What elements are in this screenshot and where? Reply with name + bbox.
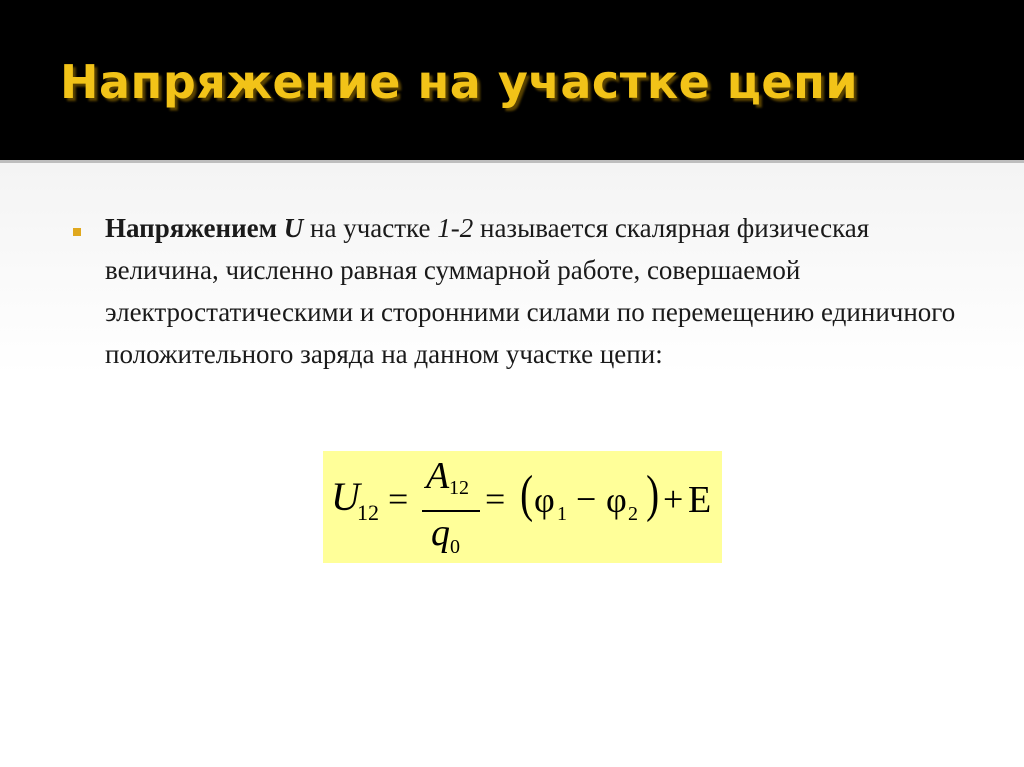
- slide-title: Напряжение на участке цепи: [60, 55, 859, 109]
- formula-plus: +: [663, 479, 684, 519]
- formula-denominator: q: [431, 512, 450, 554]
- formula-numerator: A: [426, 455, 450, 497]
- definition-text-2: называется скалярная физическая величина, численно равная суммарной работе, совершаемой электростатическими и сторонними силами по перемещению единичного положительного заряда на данном участке цепи:: [105, 213, 956, 369]
- formula-right-paren: ): [646, 466, 660, 523]
- formula-emf: E: [688, 479, 712, 521]
- formula-lhs-subscript: 12: [357, 500, 379, 525]
- formula-numerator-subscript: 12: [449, 477, 469, 499]
- formula-phi-1: φ: [534, 480, 555, 520]
- definition-segment: 1-2: [437, 213, 474, 243]
- definition-text: [105, 207, 985, 375]
- definition-symbol: U: [283, 213, 304, 243]
- bullet-square-icon: [73, 228, 81, 236]
- formula-left-paren: (: [520, 466, 534, 523]
- formula-minus: −: [576, 479, 597, 519]
- formula-equals-2: =: [485, 479, 506, 519]
- formula-lhs: U: [331, 474, 360, 519]
- definition-term: Напряжением: [105, 213, 278, 243]
- definition-text-1: на участке: [303, 213, 438, 243]
- formula-equals-1: =: [388, 479, 409, 519]
- formula-phi-2-subscript: 2: [628, 503, 638, 525]
- formula-phi-2: φ: [606, 480, 627, 520]
- formula-phi-1-subscript: 1: [557, 503, 567, 525]
- formula-denominator-subscript: 0: [450, 536, 460, 558]
